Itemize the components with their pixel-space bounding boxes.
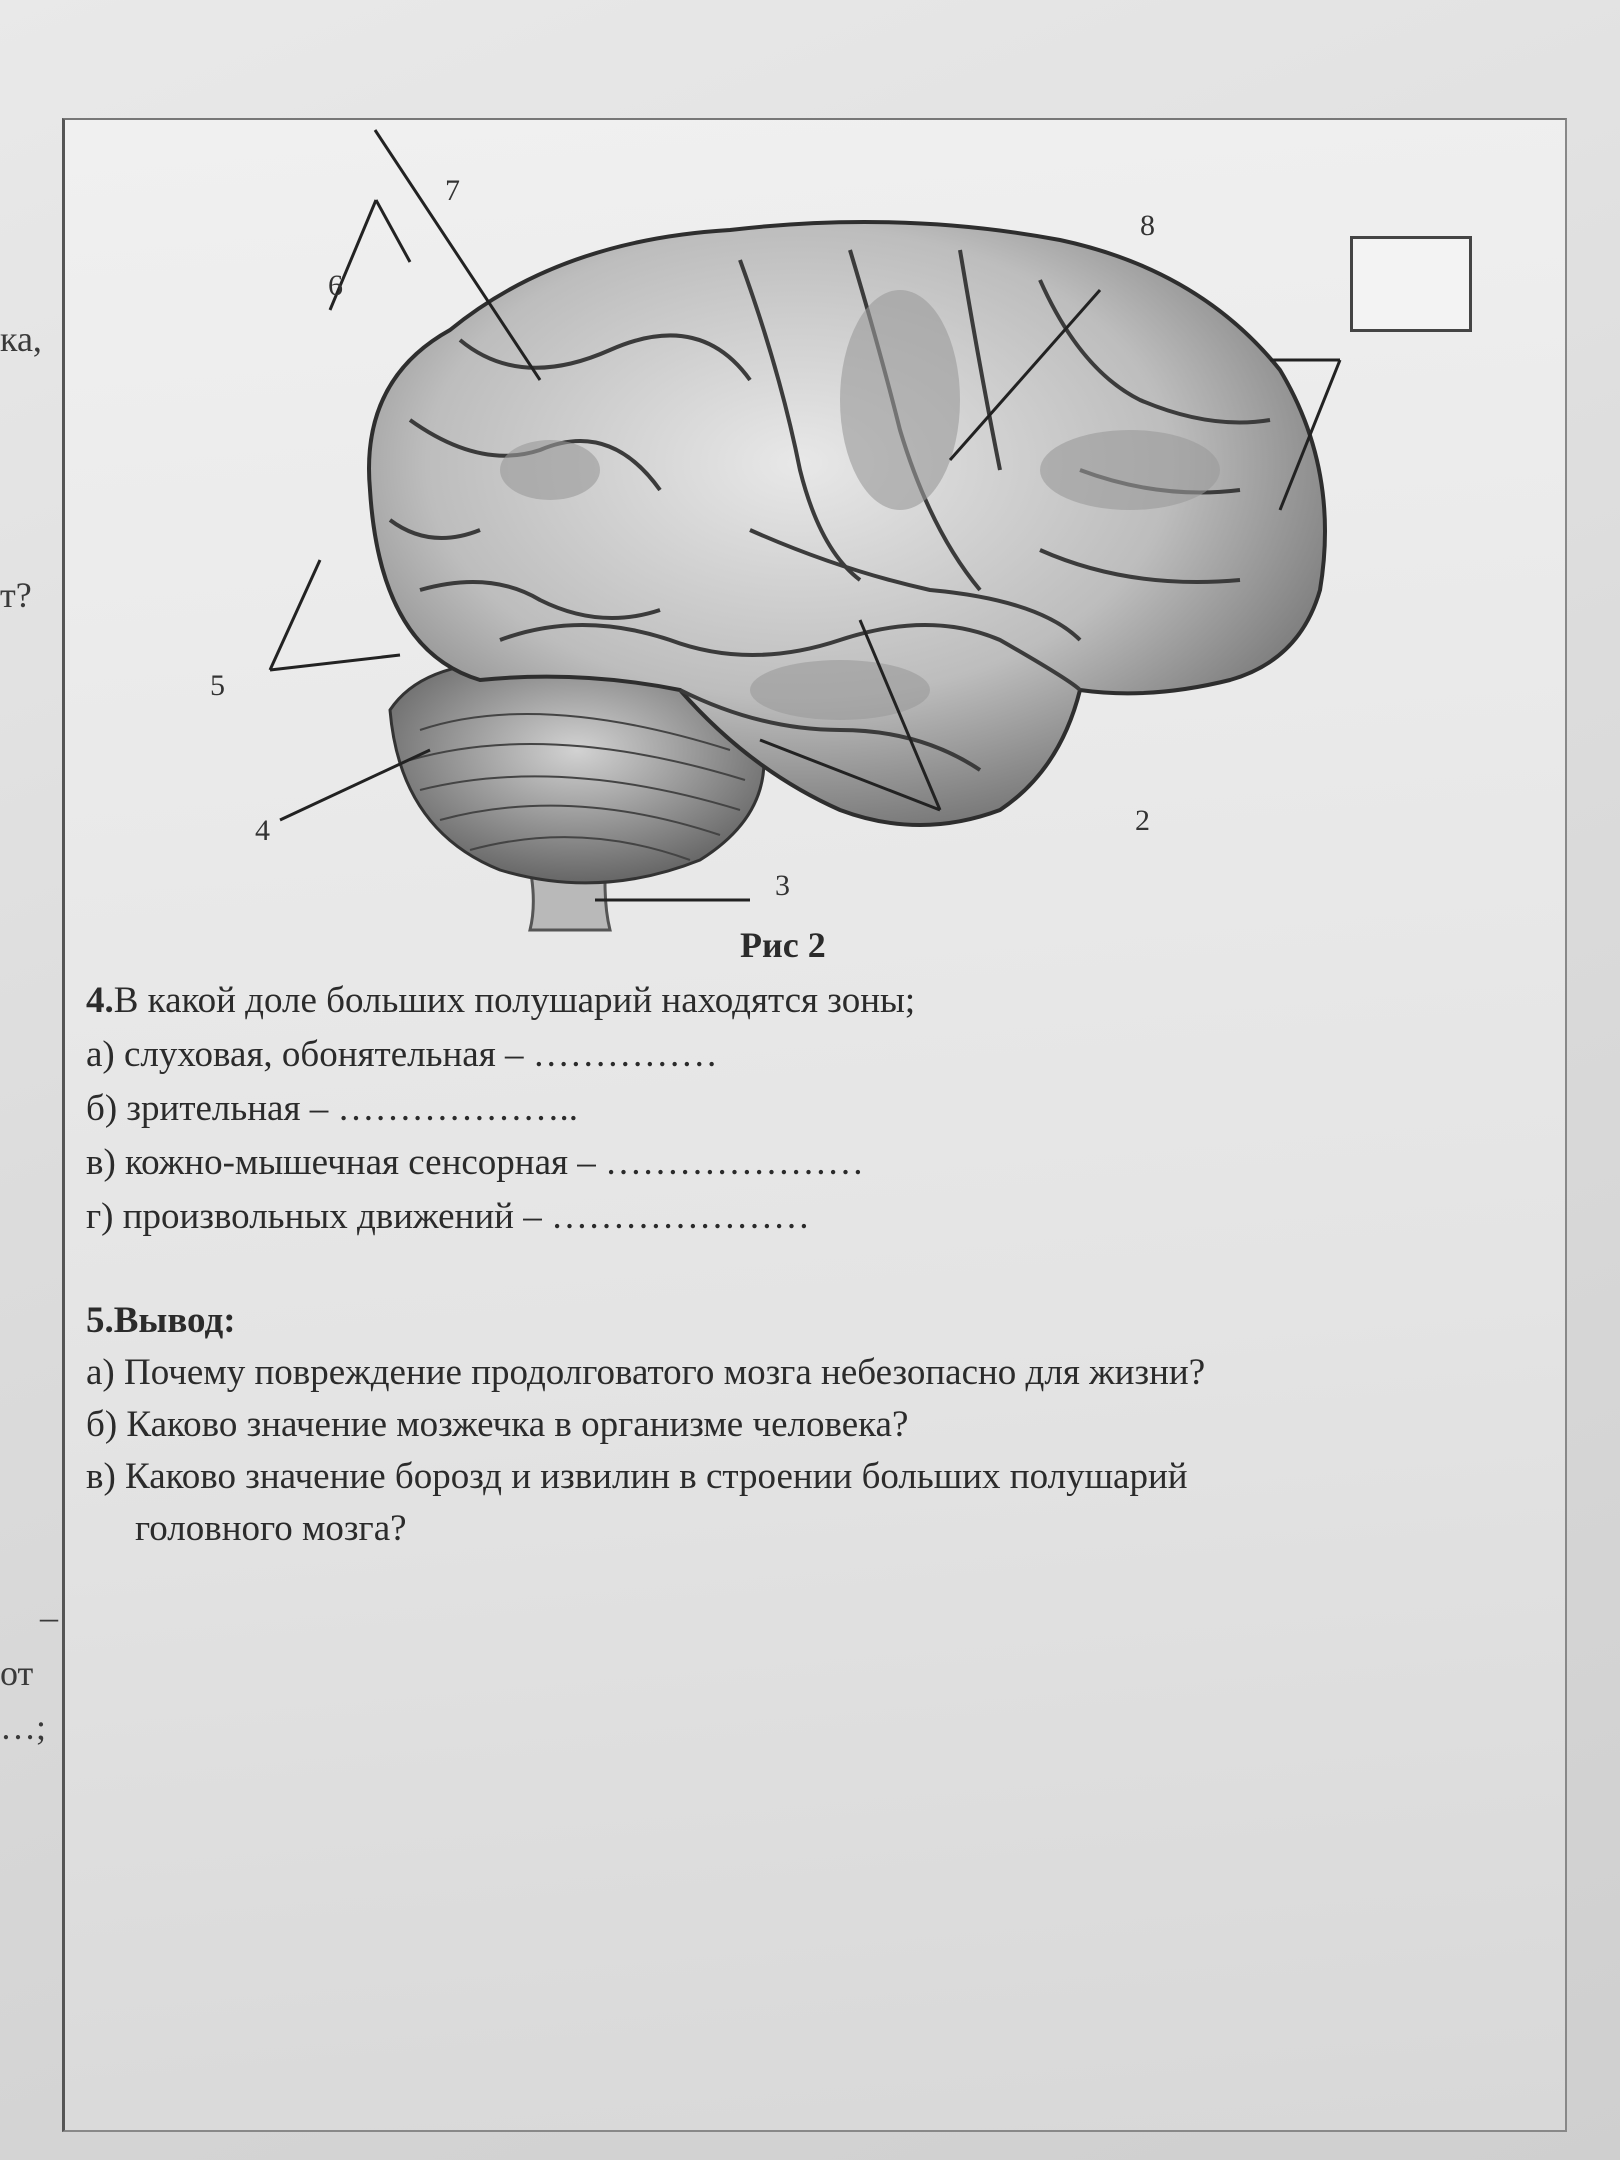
label-7: 7: [445, 174, 460, 207]
task4-number: 4.: [86, 980, 114, 1021]
task4-item-a: а) слуховая, обонятельная – ……………: [86, 1034, 718, 1075]
margin-text-5: …;: [0, 1707, 47, 1747]
label-2: 2: [1135, 804, 1150, 837]
task5-item-b: б) Каково значение мозжечка в организме человека?: [86, 1404, 909, 1445]
label-3: 3: [775, 869, 790, 902]
margin-text-2: т?: [0, 575, 32, 615]
task4-question: [86, 980, 915, 1023]
task5-item-c-cont: головного мозга?: [135, 1508, 407, 1549]
label-8: 8: [1140, 209, 1155, 242]
task5-item-c: в) Каково значение борозд и извилин в строении больших полушарий: [86, 1456, 1188, 1497]
task4-item-b: б) зрительная – ………………..: [86, 1088, 578, 1129]
brain-figure: [210, 170, 1380, 930]
margin-text-4: от: [0, 1653, 34, 1693]
label-5: 5: [210, 669, 225, 702]
label-6: 6: [328, 269, 343, 302]
figure-caption: Рис 2: [740, 925, 826, 965]
margin-text-1: ка,: [0, 319, 42, 359]
task5-heading: 5.Вывод:: [86, 1300, 236, 1341]
label-4: 4: [255, 814, 270, 847]
margin-text-3: –: [40, 1597, 58, 1637]
task4-text: В какой доле больших полушарий находятся зоны;: [113, 980, 916, 1021]
task4-item-d: г) произвольных движений – …………………: [86, 1196, 810, 1237]
task4-item-c: в) кожно-мышечная сенсорная – …………………: [86, 1142, 865, 1183]
task5-item-a: а) Почему повреждение продолговатого мозга небезопасно для жизни?: [86, 1352, 1206, 1393]
